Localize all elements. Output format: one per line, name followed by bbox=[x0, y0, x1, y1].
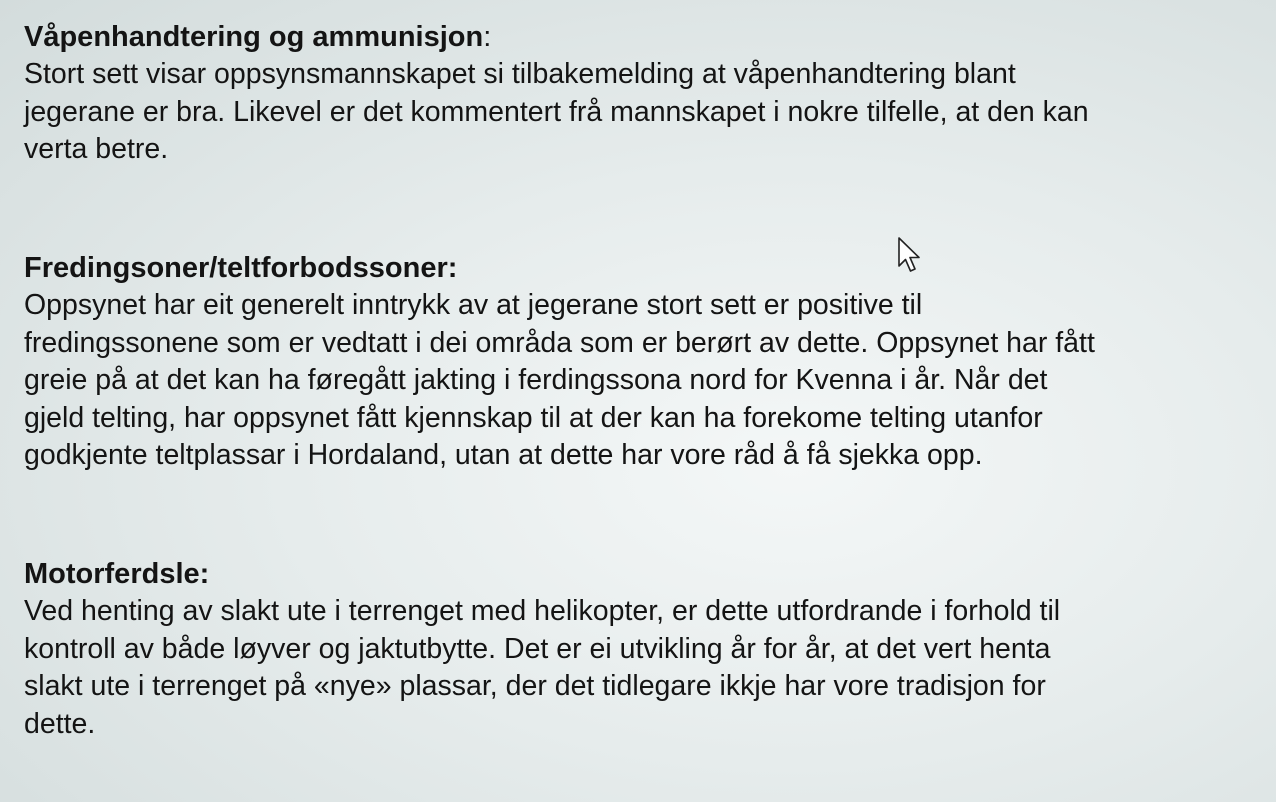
paragraph-line: fredingssonene som er vedtatt i dei områda som er berørt av dette. Oppsynet har fått bbox=[24, 326, 1095, 359]
paragraph-line: godkjente teltplassar i Hordaland, utan at dette har vore råd å få sjekka opp. bbox=[24, 439, 983, 471]
paragraph-line: Oppsynet har eit generelt inntrykk av at jegerane stort sett er positive til bbox=[24, 289, 923, 321]
heading-text: Motorferdsle: bbox=[24, 558, 210, 590]
section-vapenhandtering bbox=[24, 18, 1264, 169]
section-heading bbox=[24, 555, 1264, 593]
section-motorferdsle bbox=[24, 555, 1264, 743]
paragraph-line: kontroll av både løyver og jaktutbytte. Det er ei utvikling år for år, at det vert henta bbox=[24, 632, 1051, 665]
paragraph-line: gjeld telting, har oppsynet fått kjennskap til at der kan ha forekome telting utanfor bbox=[24, 401, 1043, 434]
section-fredingsoner bbox=[24, 249, 1264, 475]
section-heading bbox=[24, 249, 1264, 287]
paragraph-line: dette. bbox=[24, 707, 96, 740]
heading-text: Våpenhandtering og ammunisjon bbox=[24, 21, 484, 53]
heading-suffix: : bbox=[483, 21, 492, 53]
paragraph-line: Stort sett visar oppsynsmannskapet si tilbakemelding at våpenhandtering blant bbox=[24, 58, 1016, 90]
mouse-pointer-arrow-icon bbox=[897, 236, 923, 276]
paragraph-line: verta betre. bbox=[24, 133, 169, 165]
paragraph-line: jegerane er bra. Likevel er det kommentert frå mannskapet i nokre tilfelle, at den kan bbox=[24, 95, 1089, 128]
paragraph-line: slakt ute i terrenget på «nye» plassar, der det tidlegare ikkje har vore tradisjon for bbox=[24, 670, 1046, 702]
paragraph-line: greie på at det kan ha føregått jakting i ferdingssona nord for Kvenna i år. Når det bbox=[24, 364, 1048, 396]
heading-text: Fredingsoner/teltforbodssoner: bbox=[24, 252, 458, 284]
section-heading bbox=[24, 18, 1264, 56]
paragraph-line: Ved henting av slakt ute i terrenget med helikopter, er dette utfordrande i forhold til bbox=[24, 595, 1061, 627]
